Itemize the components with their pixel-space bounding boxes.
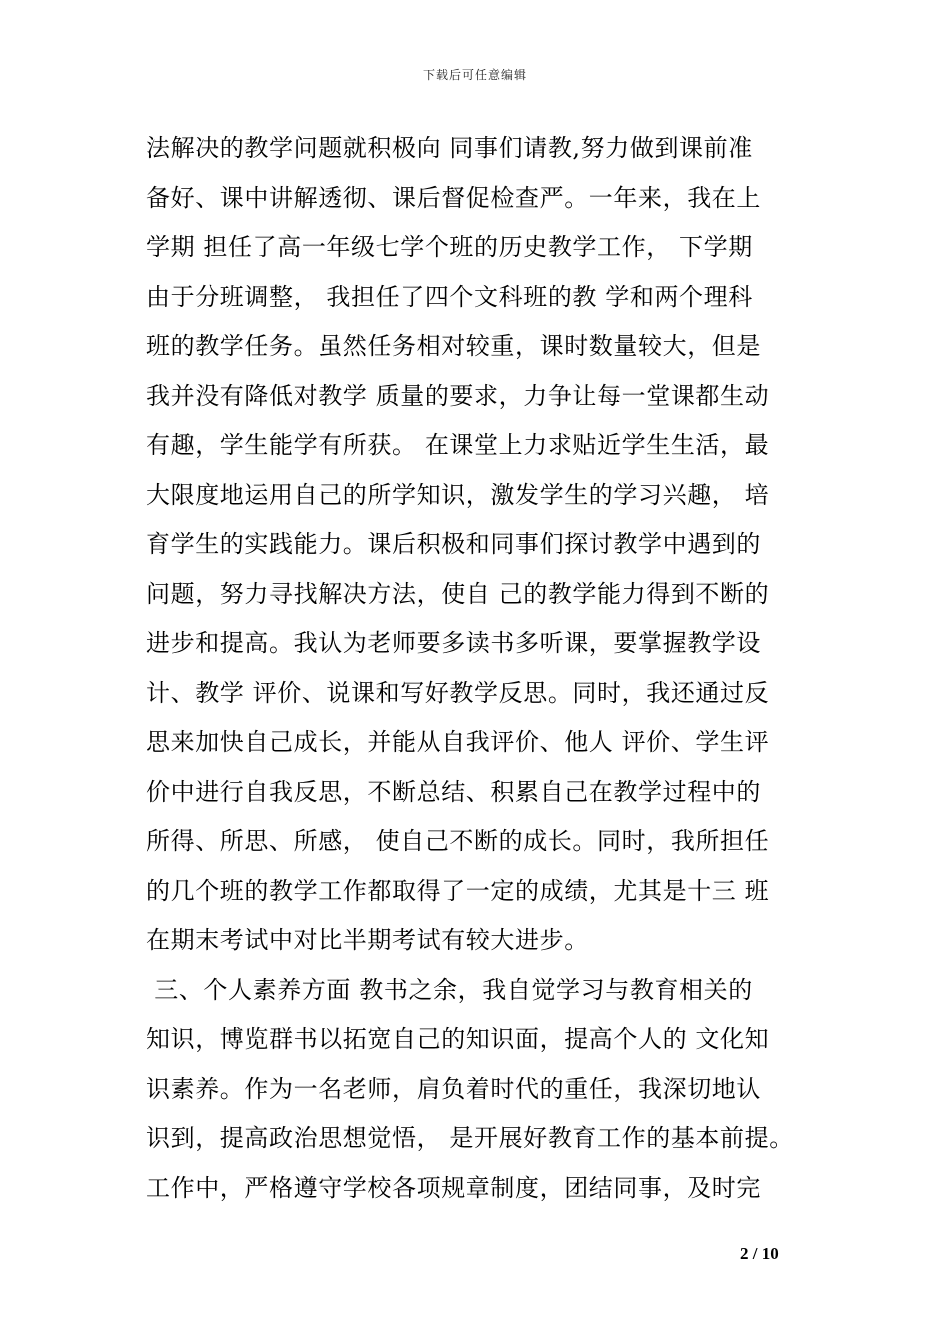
section-heading-line: 三、个人素养方面 教书之余，我自觉学习与教育相关的 <box>146 975 753 1004</box>
text-line: 班的教学任务。虽然任务相对较重，课时数量较大，但是 <box>146 332 761 360</box>
text-line: 育学生的实践能力。课后积极和同事们探讨教学中遇到的 <box>146 530 761 558</box>
text-line: 由于分班调整， 我担任了四个文科班的教 学和两个理科 <box>146 282 753 311</box>
text-line: 思来加快自己成长，并能从自我评价、他人 评价、学生评 <box>146 728 770 756</box>
text-line: 工作中，严格遵守学校各项规章制度，团结同事，及时完 <box>146 1173 761 1202</box>
page-header: 下载后可任意编辑 <box>422 68 527 82</box>
text-line: 所得、所思、所感， 使自己不断的成长。同时，我所担任 <box>146 827 770 855</box>
text-line: 我并没有降低对教学 质量的要求，力争让每一堂课都生动 <box>146 381 770 410</box>
text-line: 有趣，学生能学有所获。 在课堂上力求贴近学生生活，最 <box>146 431 770 459</box>
text-line: 识到，提高政治思想觉悟， 是开展好教育工作的基本前提。 <box>146 1124 794 1152</box>
text-line: 法解决的教学问题就积极向 同事们请教,努力做到课前准 <box>146 134 753 162</box>
text-line: 备好、课中讲解透彻、课后督促检查严。一年来，我在上 <box>146 183 761 212</box>
text-line: 的几个班的教学工作都取得了一定的成绩，尤其是十三 班 <box>146 876 770 905</box>
text-line: 计、教学 评价、说课和写好教学反思。同时，我还通过反 <box>146 678 770 707</box>
body-text <box>146 124 816 1213</box>
text-line: 大限度地运用自己的所学知识，激发学生的学习兴趣， 培 <box>146 480 770 509</box>
text-line: 进步和提高。我认为老师要多读书多听课，要掌握教学设 <box>146 629 761 657</box>
text-line: 问题，努力寻找解决方法，使自 己的教学能力得到不断的 <box>146 579 770 608</box>
page-number: 2 / 10 <box>740 1244 779 1263</box>
text-line: 识素养。作为一名老师，肩负着时代的重任，我深切地认 <box>146 1074 761 1103</box>
text-line: 在期末考试中对比半期考试有较大进步。 <box>146 926 589 954</box>
text-line: 学期 担任了高一年级七学个班的历史教学工作， 下学期 <box>146 233 753 261</box>
text-line: 价中进行自我反思，不断总结、积累自己在教学过程中的 <box>146 777 761 806</box>
text-line: 知识，博览群书以拓宽自己的知识面，提高个人的 文化知 <box>146 1025 770 1053</box>
